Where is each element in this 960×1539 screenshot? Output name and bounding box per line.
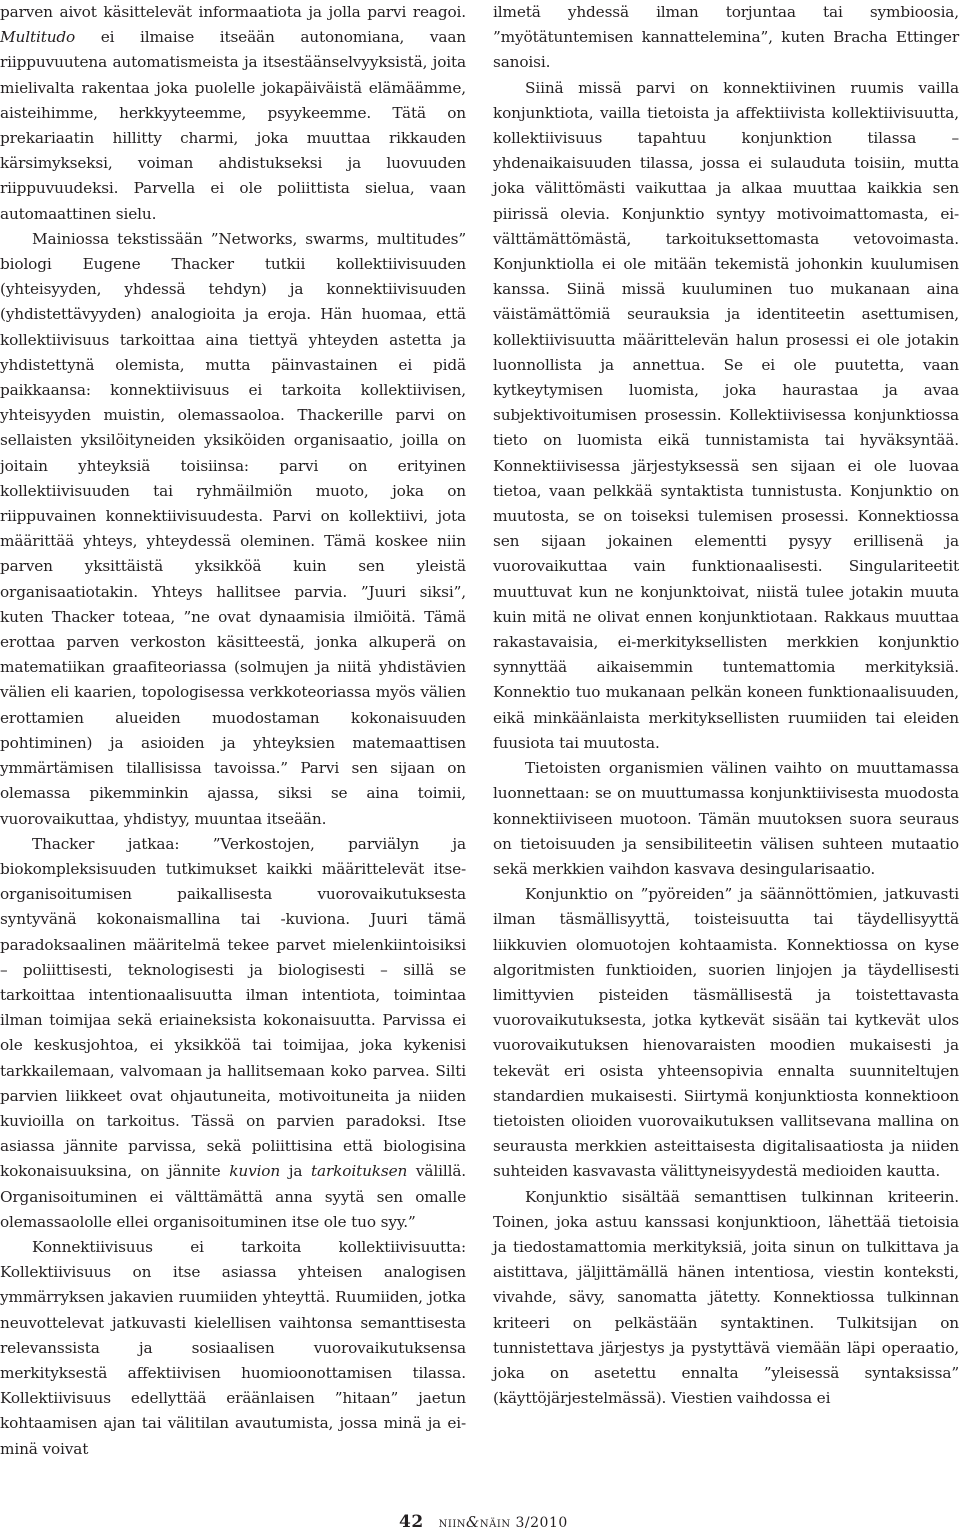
paragraph: Mainiossa tekstissään ”Networks, swarms, multitudes” biologi Eugene Thacker tutkii kollektiivisuuden (yhteisyyden, yhdessä tehdyn) ja konnektiivisuuden (yhdistettävyyden) analogioita ja eroja. Hän huomaa, että kollektiivisuus tarkoittaa aina tiettyä yhteyden astetta ja yhdistettynä olemista, mutta päinvastainen ei pidä paikkaansa: konnektiivisuus ei tarkoita kollektiivisen, yhteisyyden muistin, olemassaoloa. Thackerille parvi on sellaisten yksilöityneiden yksiköiden organisaatio, joilla on joitain yhteyksiä toisiinsa: parvi on erityinen kollektiivisuuden tai ryhmäilmiön muoto, joka on riippuvainen konnektiivisuudesta. Parvi on kollektiivi, jota määrittää yhteys, yhteydessä oleminen. Tämä koskee niin parven yksittäistä yksikköä kuin sen yleistä organisaatiotakin. Yhteys hallitsee parvia. ”Juuri siksi”, kuten Thacker toteaa, ”ne ovat dynaamisia ilmiöitä. Tämä erottaa parven verkoston käsitteestä, jonka alkuperä on matematiikan graafiteoriassa (solmujen ja niitä yhdistävien välien eli kaarien, topologisessa verkkoteoriassa myös välien erottamien alueiden muodostaman kokonaisuuden pohtiminen) ja asioiden ja yhteyksien matemaattisen ymmärtämisen tilallisissa tavoissa.” Parvi sen sijaan on olemassa pikemminkin ajassa, siksi se aina toimii, vuorovaikuttaa, yhdistyy, muuntaa itseään.: [0, 229, 466, 828]
text-run: ja: [280, 1162, 312, 1181]
paragraph: [0, 0, 466, 227]
italic-term: Multitudo: [0, 28, 76, 47]
text-run: välillä. Organisoituminen ei välttämättä anna syytä sen omalle olemassaololle ellei organisoituminen itse ole tuo syy.”: [0, 1162, 466, 1231]
text-run: parven aivot käsittelevät informaatiota ja jolla parvi reagoi.: [0, 3, 466, 21]
magazine-name-part: näin: [479, 1515, 511, 1531]
paragraph: [0, 832, 466, 1235]
page-footer: [399, 1512, 568, 1532]
page-number: 42: [399, 1512, 424, 1532]
italic-term: kuvion: [229, 1162, 281, 1181]
text-run: ei ilmaise itseään autonomiana, vaan riippuvuutena automatismeista ja itsestäänselvyyksistä, joita mielivalta rakentaa joka puolelle jokapäiväistä elämäämme, aisteihimme, herkkyyteemme, psyykeemme. Tätä on prekariaatin hillitty charmi, joka muuttaa rikkauden kärsimykseksi, voiman ahdistukseksi ja luovuuden riippuvuudeksi. Parvella ei ole poliittista sielua, vaan automaattinen sielu.: [0, 28, 466, 223]
paragraph: ilmetä yhdessä ilman torjuntaa tai symbioosia, ”myötätuntemisen kannattelemina”, kuten Bracha Ettinger sanoisi.: [493, 3, 959, 72]
issue-number: 3/2010: [515, 1515, 568, 1531]
paragraph: Konnektiivisuus ei tarkoita kollektiivisuutta: Kollektiivisuus on itse asiassa yhteisen analogisen ymmärryksen jakavien ruumiiden yhteyttä. Ruumiiden, jotka neuvottelevat jatkuvasti kielellisen vaihtonsa semanttisesta relevanssista ja sosiaalisen vuorovaikutuksensa merkityksestä affektiivisen huomioonottamisen tilassa. Kollektiivisuus edellyttää eräänlaisen ”hitaan” jaetun kohtaamisen ajan tai välitilan avautumista, jossa minä ja ei-minä voivat: [0, 1237, 466, 1458]
paragraph: Siinä missä parvi on konnektiivinen ruumis vailla konjunktiota, vailla tietoista ja affektiivista kollektiivisuutta, kollektiivisuus tapahtuu konjunktion tilassa – yhdenaikaisuuden tilassa, jossa ei sulauduta toisiin, mutta joka välittömästi vaikuttaa ja alkaa muuttaa kaikkia sen piirissä olevia. Konjunktio syntyy motivoimattomasta, ei-välttämättömästä, tarkoituksettomasta vetovoimasta. Konjunktiolla ei ole mitään tekemistä johonkin kuulumisen kanssa. Siinä missä kuuluminen tuo mukanaan aina väistämättömiä seurauksia ja identiteetin asettumisen, kollektiivisuutta määrittelevän halun prosessi ei ole jotakin luonnollista ja annettua. Se ei ole puutetta, vaan kytkeytymisen luomista, joka haurastaa ja avaa subjektivoitumisen prosessin. Kollektiivisessa konjunktiossa tieto on luomista eikä tunnistamista tai hyväksyntää. Konnektiivisessa järjestyksessä sen sijaan ei ole luovaa tietoa, vaan pelkkää syntaktista tunnistusta. Konjunktio on muutosta, se on toiseksi tulemisen prosessi. Konnektiossa sen sijaan jokainen elementti pysyy erillisenä ja vuorovaikuttaa vain funktionaalisesti. Singulariteetit muuttuvat kun ne konjunktoivat, niistä tulee jotakin muuta kuin mitä ne olivat ennen konjunktiotaan. Rakkaus muuttaa rakastavaisia, ei-merkityksellisten merkkien konjunktio synnyttää aikaisemmin tuntemattomia merkityksiä. Konnektio tuo mukanaan pelkän koneen funktionaalisuuden, eikä minkäänlaista merkityksellisten ruumiiden tai eleiden fuusiota tai muutosta.: [493, 78, 959, 752]
magazine-ampersand: &: [466, 1513, 480, 1531]
italic-term: tarkoituksen: [311, 1162, 408, 1181]
paragraph: Konjunktio on ”pyöreiden” ja säännöttömien, jatkuvasti ilman täsmällisyyttä, toisteisuutta tai täydellisyyttä liikkuvien olomuotojen kohtaamista. Konnektiossa on kyse algoritmisten funktioiden, suorien linjojen ja täydellisesti limittyvien pisteiden täsmällisestä ja toistettavasta vuorovaikutuksesta, jotka kytkevät sisään tai kytkevät ulos vuorovaikutuksen hienovaraisten moodien mukaisesti ja tekevät eri osista yhteensopivia ennalta suunniteltujen standardien mukaisesti. Siirtymä konjunktiosta konnektioon tietoisten olioiden vuorovaikutuksen vallitsevana mallina on seurausta merkkien asteittaisesta digitalisaatiosta ja niiden suhteiden kasvavasta välittyneisyydestä medioiden kautta.: [493, 885, 959, 1181]
article-left-column: [0, 0, 466, 1462]
article-right-column: [493, 0, 959, 1411]
paragraph: Konjunktio sisältää semanttisen tulkinnan kriteerin. Toinen, joka astuu kanssasi konjunktioon, lähettää tietoisia ja tiedostamattomia merkityksiä, joita sinun on tulkittava ja aistittava, jäljittämällä hänen intentiosa, viestin konteksti, vivahde, sävy, sanomatta jätetty. Konnektiossa tulkinnan kriteeri on pelkästään syntaktinen. Tulkitsijan on tunnistettava järjestys ja pystyttävä viemään läpi operaatio, joka on asetettu ennalta ”yleisessä syntaksissa” (käyttöjärjestelmässä). Viestien vaihdossa ei: [493, 1187, 959, 1408]
magazine-name-part: niin: [438, 1515, 467, 1531]
text-run: Thacker jatkaa: ”Verkostojen, parviälyn ja biokompleksisuuden tutkimukset kaikki määrittelevät itse-organisoitumisen paikallisesta vuorovaikutuksesta syntyvänä kokonaismallina tai -kuviona. Juuri tämä paradoksaalinen määritelmä tekee parvet mielenkiintoisiksi – poliittisesti, teknologisesti ja biologisesti – sillä se tarkoittaa intentionaalisuutta ilman intentiota, toimintaa ilman toimijaa sekä eriaineksista kokonaisuutta. Parvissa ei ole keskusjohtoa, ei yksikköä tai toimijaa, joka kykenisi tarkkailemaan, valvomaan ja hallitsemaan koko parvea. Silti parvien liikkeet ovat ohjautuneita, motivoituneita ja niiden kuvioilla on tarkoitus. Tässä on parvien paradoksi. Itse asiassa jännite parvissa, sekä poliittisina että biologisina kokonaisuuksina, on jännite: [0, 834, 466, 1181]
paragraph: Tietoisten organismien välinen vaihto on muuttamassa luonnettaan: se on muuttumassa konjunktiivisesta muodosta konnektiiviseen muotoon. Tämän muutoksen suora seuraus on tietoisuuden ja sensibiliteetin välisen suhteen mutaatio sekä merkkien vaihdon kasvava desingularisaatio.: [493, 759, 959, 878]
